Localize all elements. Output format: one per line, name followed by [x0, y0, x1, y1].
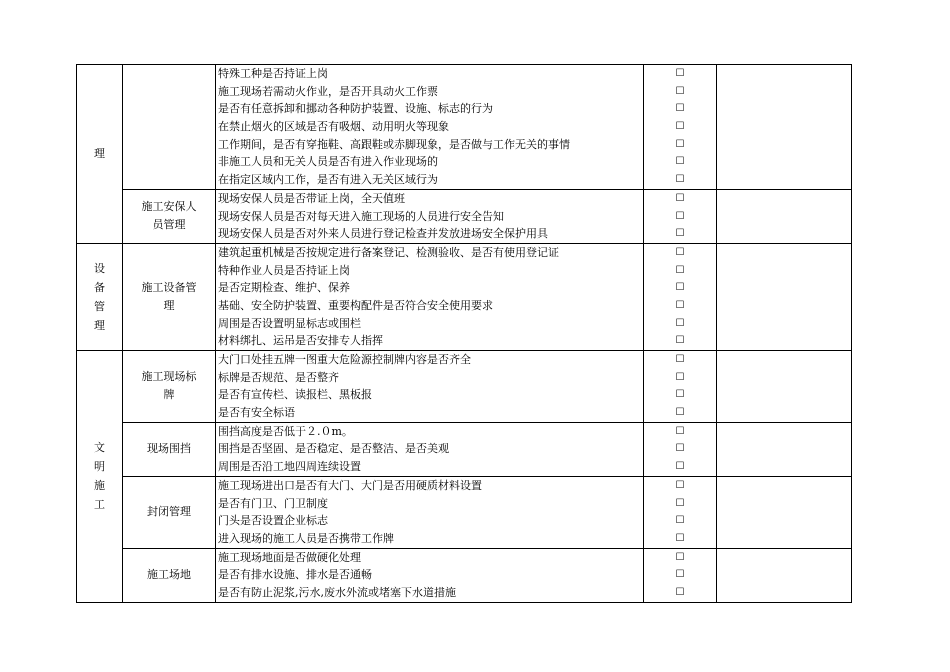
table-row — [77, 422, 852, 476]
check-item: 周围是否沿工地四周连续设置 — [218, 460, 361, 474]
check-item: 围挡高度是否低于２.０m。 — [218, 424, 353, 438]
check-items-cell — [216, 476, 644, 548]
checkbox-icon[interactable]: ☐ — [675, 228, 685, 240]
subsection-name-line: 牌 — [163, 388, 175, 402]
check-item: 非施工人员和无关人员是否有进入作业现场的 — [218, 155, 438, 169]
category-char: 文 — [94, 441, 105, 455]
check-item: 是否有排水设施、排水是否通畅 — [218, 568, 372, 582]
table-row — [77, 65, 852, 190]
checklist-body — [77, 65, 852, 603]
check-item: 是否有宣传栏、读报栏、黑板报 — [218, 388, 372, 402]
checkbox-icon[interactable]: ☐ — [675, 156, 685, 168]
check-item: 是否定期检查、维护、保养 — [218, 281, 350, 295]
subsection-name-cell: 现场围挡 — [123, 422, 216, 476]
check-items-cell — [216, 351, 644, 423]
check-item: 基础、安全防护装置、重要构配件是否符合安全使用要求 — [218, 298, 493, 312]
remarks-cell — [717, 243, 852, 350]
remarks-cell — [717, 548, 852, 602]
subsection-name-line: 施工现场标 — [141, 370, 197, 384]
category-char: 管 — [94, 299, 105, 313]
checkbox-icon[interactable]: ☐ — [675, 389, 685, 401]
remarks-cell — [717, 189, 852, 243]
checkbox-icon[interactable]: ☐ — [675, 335, 685, 347]
subsection-name-cell — [123, 351, 216, 423]
check-items-cell — [216, 548, 644, 602]
remarks-cell — [717, 351, 852, 423]
subsection-name-cell: 施工场地 — [123, 548, 216, 602]
subsection-name-cell — [123, 189, 216, 243]
check-item: 周围是否设置明显标志或围栏 — [218, 316, 361, 330]
category-char: 设 — [94, 261, 105, 275]
check-item: 材料绑扎、运吊是否安排专人指挥 — [218, 334, 383, 348]
remarks-cell — [717, 65, 852, 190]
check-item: 施工现场进出口是否有大门、大门是否用硬质材料设置 — [218, 478, 482, 492]
table-row — [77, 476, 852, 548]
check-item: 大门口处挂五牌一图重大危险源控制牌内容是否齐全 — [218, 353, 471, 366]
check-item: 特殊工种是否持证上岗 — [218, 67, 328, 80]
checkbox-icon[interactable]: ☐ — [675, 264, 685, 276]
checkbox-cell — [644, 548, 717, 602]
check-item: 进入现场的施工人员是否携带工作牌 — [218, 531, 394, 545]
checkbox-icon[interactable]: ☐ — [675, 138, 685, 150]
check-items-cell — [216, 243, 644, 350]
checkbox-icon[interactable]: ☐ — [675, 532, 685, 544]
category-cell — [77, 243, 123, 350]
category-char: 施 — [94, 479, 105, 493]
check-item: 工作期间，是否有穿拖鞋、高跟鞋或赤脚现象，是否做与工作无关的事情 — [218, 137, 570, 151]
category-cell — [77, 351, 123, 603]
checkbox-icon[interactable]: ☐ — [675, 210, 685, 222]
check-item: 门头是否设置企业标志 — [218, 514, 328, 528]
checkbox-icon[interactable]: ☐ — [675, 192, 685, 204]
subsection-name-cell — [123, 243, 216, 350]
check-items-cell — [216, 189, 644, 243]
checkbox-icon[interactable]: ☐ — [675, 551, 685, 563]
check-item: 是否有防止泥浆,污水,废水外流或堵塞下水道措施 — [218, 585, 456, 599]
check-item: 在指定区域内工作，是否有进入无关区域行为 — [218, 173, 438, 187]
category-char: 理 — [94, 318, 105, 332]
check-item: 标牌是否规范、是否整齐 — [218, 370, 339, 384]
checkbox-icon[interactable]: ☐ — [675, 425, 685, 437]
checkbox-icon[interactable]: ☐ — [675, 85, 685, 97]
checkbox-icon[interactable]: ☐ — [675, 282, 685, 294]
table-row — [77, 351, 852, 423]
table-row — [77, 189, 852, 243]
subsection-name-line: 施工设备管 — [141, 280, 197, 294]
checkbox-icon[interactable]: ☐ — [675, 317, 685, 329]
checkbox-icon[interactable]: ☐ — [675, 586, 685, 598]
table-row — [77, 243, 852, 350]
check-item: 是否有安全标语 — [218, 406, 295, 420]
table-row — [77, 548, 852, 602]
check-item: 现场安保人员是否对每天进入施工现场的人员进行安全告知 — [218, 209, 504, 223]
remarks-cell — [717, 476, 852, 548]
checkbox-icon[interactable]: ☐ — [675, 569, 685, 581]
category-char: 备 — [94, 280, 105, 294]
check-items-cell — [216, 65, 644, 190]
category-cell — [77, 65, 123, 244]
check-item: 围挡是否坚固、是否稳定、是否整洁、是否美观 — [218, 442, 449, 456]
checkbox-icon[interactable]: ☐ — [675, 407, 685, 419]
checkbox-cell — [644, 476, 717, 548]
category-char: 明 — [94, 460, 105, 474]
subsection-name-line: 施工安保人 — [141, 200, 197, 214]
checkbox-icon[interactable]: ☐ — [675, 68, 685, 79]
checkbox-icon[interactable]: ☐ — [675, 461, 685, 473]
check-item: 施工现场地面是否做硬化处理 — [218, 550, 361, 564]
subsection-name-cell: 封闭管理 — [123, 476, 216, 548]
check-item: 是否有门卫、门卫制度 — [218, 496, 328, 510]
checkbox-cell — [644, 65, 717, 190]
check-item: 施工现场若需动火作业，是否开具动火工作票 — [218, 84, 438, 98]
checkbox-icon[interactable]: ☐ — [675, 497, 685, 509]
checkbox-icon[interactable]: ☐ — [675, 246, 685, 258]
check-item: 特种作业人员是否持证上岗 — [218, 263, 350, 277]
category-char: 理 — [94, 147, 105, 161]
check-item: 是否有任意拆卸和挪动各种防护装置、设施、标志的行为 — [218, 102, 493, 116]
checkbox-cell — [644, 351, 717, 423]
checkbox-icon[interactable]: ☐ — [675, 174, 685, 186]
subsection-name-line: 员管理 — [152, 218, 186, 232]
check-items-cell — [216, 422, 644, 476]
check-item: 建筑起重机械是否按规定进行备案登记、检测验收、是否有使用登记证 — [218, 245, 559, 259]
checkbox-icon[interactable]: ☐ — [675, 299, 685, 311]
safety-checklist-table — [76, 64, 852, 603]
checkbox-icon[interactable]: ☐ — [675, 354, 685, 365]
check-item: 现场安保人员是否带证上岗，全天值班 — [218, 191, 405, 205]
checkbox-icon[interactable]: ☐ — [675, 515, 685, 527]
checkbox-cell — [644, 422, 717, 476]
remarks-cell — [717, 422, 852, 476]
checkbox-icon[interactable]: ☐ — [675, 121, 685, 133]
subsection-name-line: 理 — [163, 298, 175, 312]
checkbox-icon[interactable]: ☐ — [675, 443, 685, 455]
checkbox-icon[interactable]: ☐ — [675, 371, 685, 383]
check-item: 现场安保人员是否对外来人员进行登记检查并发放进场安全保护用具 — [218, 227, 548, 241]
check-item: 在禁止烟火的区域是否有吸烟、动用明火等现象 — [218, 120, 449, 134]
checkbox-icon[interactable]: ☐ — [675, 479, 685, 491]
category-char: 工 — [94, 498, 105, 512]
checkbox-cell — [644, 243, 717, 350]
subsection-name-cell — [123, 65, 216, 190]
checkbox-icon[interactable]: ☐ — [675, 103, 685, 115]
checkbox-cell — [644, 189, 717, 243]
